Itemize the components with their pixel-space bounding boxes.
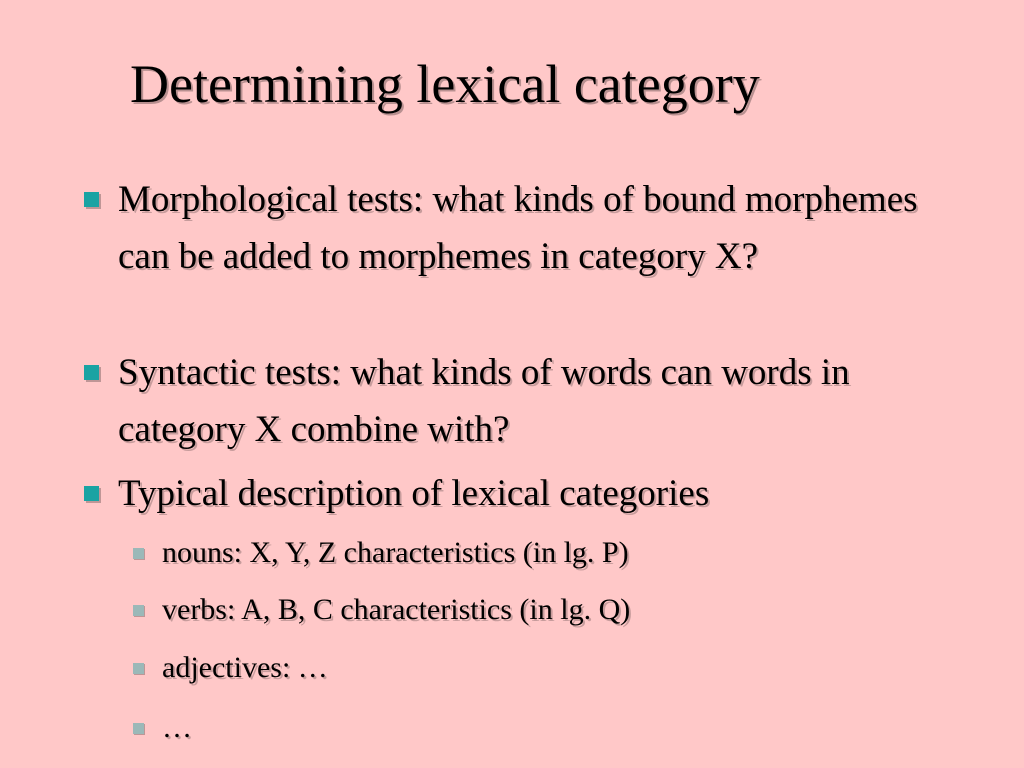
sub-bullet-item-nouns: [162, 533, 942, 573]
slide-title: Determining lexical category: [130, 54, 760, 114]
bullet-item-syntactic: [118, 344, 938, 458]
sub-bullet-item-verbs: [162, 590, 942, 630]
square-bullet-icon: [84, 486, 99, 501]
sub-bullet-text: adjectives: …: [162, 651, 328, 684]
square-bullet-icon: [133, 605, 144, 616]
sub-bullet-text: …: [162, 711, 192, 744]
bullet-text: Syntactic tests: what kinds of words can words in category X combine with?: [118, 352, 850, 450]
square-bullet-icon: [133, 663, 144, 674]
sub-bullet-text: verbs: A, B, C characteristics (in lg. Q): [162, 593, 631, 626]
bullet-text: Morphological tests: what kinds of bound morphemes can be added to morphemes in category X?: [118, 179, 918, 277]
sub-bullet-text: nouns: X, Y, Z characteristics (in lg. P): [162, 536, 629, 569]
square-bullet-icon: [84, 192, 99, 207]
bullet-text: Typical description of lexical categories: [118, 473, 710, 514]
bullet-item-morphological: [118, 171, 938, 285]
square-bullet-icon: [133, 723, 144, 734]
bullet-item-typical-description: [118, 465, 938, 522]
square-bullet-icon: [84, 365, 99, 380]
sub-bullet-item-ellipsis: [162, 708, 942, 748]
square-bullet-icon: [133, 548, 144, 559]
sub-bullet-item-adjectives: [162, 648, 942, 688]
